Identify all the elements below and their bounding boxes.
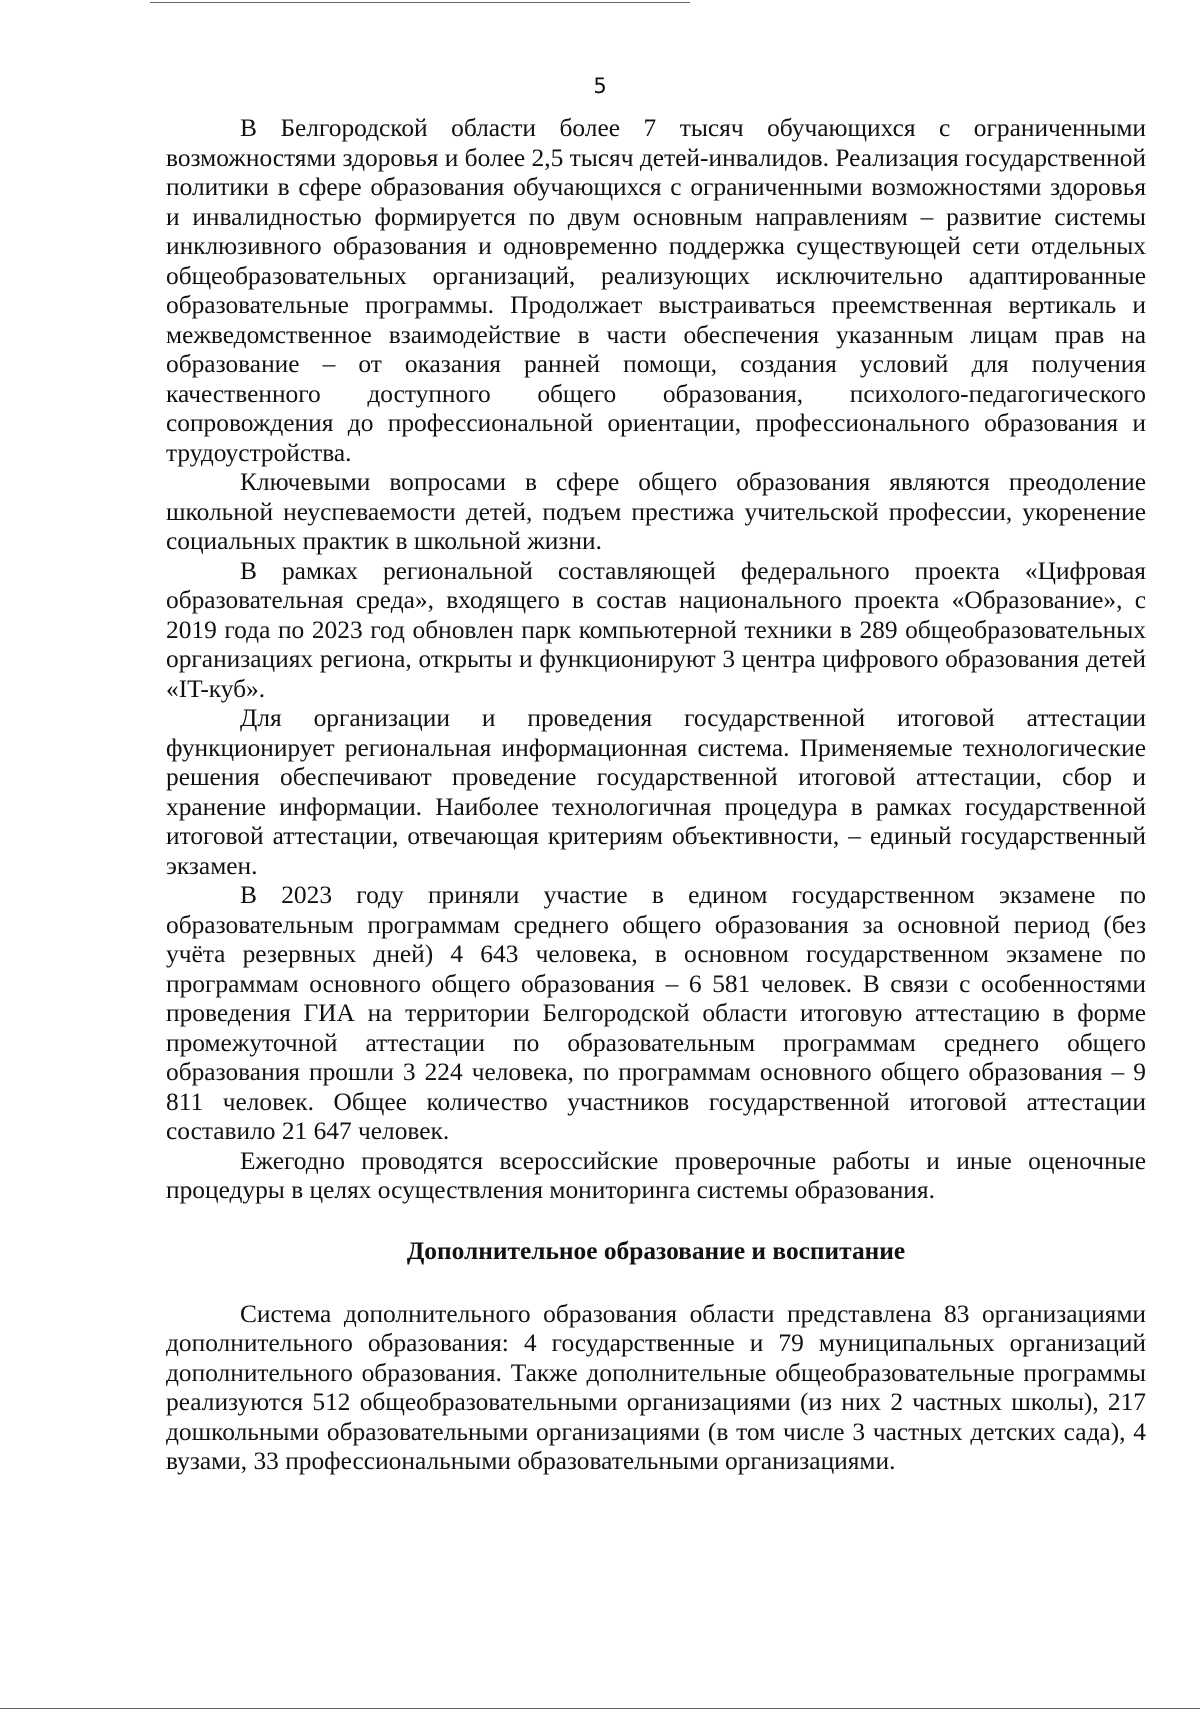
scan-edge-bottom [0,1708,1200,1709]
scan-edge-top [150,2,690,3]
paragraph-exam-participants: В 2023 году приняли участие в едином государственном экзамене по образовательным программам среднего общего образования за основной период (без учёта резервных дней) 4 643 человека, в основном государственном экзамене по программам основного общего образования – 6 581 человек. В связи с особенностями проведения ГИА на территории Белгородской области итоговую аттестацию в форме промежуточной аттестации по образовательным программам среднего общего образования прошли 3 224 человека, по программам основного общего образования – 9 811 человек. Общее количество участников государственной итоговой аттестации составило 21 647 человек. [166,881,1146,1145]
paragraph-final-attestation-system: Для организации и проведения государственной итоговой аттестации функционирует региональная информационная система. Применяемые технологические решения обеспечивают проведение государственной итоговой аттестации, сбор и хранение информации. Наиболее технологичная процедура в рамках государственной итоговой аттестации, отвечающая критериям объективности, – единый государственный экзамен. [166,704,1146,880]
section-heading: Дополнительное образование и воспитание [406,1236,906,1265]
page-number: 5 [593,74,607,98]
paragraph-inclusive-education: В Белгородской области более 7 тысяч обучающихся с ограниченными возможностями здоровья и более 2,5 тысяч детей-инвалидов. Реализация государственной политики в сфере образования обучающихся с ограниченными возможностями здоровья и инвалидностью формируется по двум основным направлениям – развитие системы инклюзивного образования и одновременно поддержка существующей сети отдельных общеобразовательных организаций, реализующих исключительно адаптированные образовательные программы. Продолжает выстраиваться преемственная вертикаль и межведомственное взаимодействие в части обеспечения указанным лицам прав на образование – от оказания ранней помощи, создания условий для получения качественного доступного общего образования, психолого-педагогического сопровождения до профессиональной ориентации, профессионального образования и трудоустройства. [166,114,1146,467]
paragraph-additional-education: Система дополнительного образования области представлена 83 организациями дополнительного образования: 4 государственные и 79 муниципальных организаций дополнительного образования. Также дополнительные общеобразовательные программы реализуются 512 общеобразовательными организациями (из них 2 частных школы), 217 дошкольными образовательными организациями (в том числе 3 частных детских сада), 4 вузами, 33 профессиональными образовательными организациями. [166,1299,1146,1475]
paragraph-digital-environment: В рамках региональной составляющей федерального проекта «Цифровая образовательная среда», входящего в состав национального проекта «Образование», с 2019 года по 2023 год обновлен парк компьютерной техники в 289 общеобразовательных организациях региона, открыты и функционируют 3 центра цифрового образования детей «IT-куб». [166,556,1146,703]
paragraph-monitoring: Ежегодно проводятся всероссийские проверочные работы и иные оценочные процедуры в целях осуществления мониторинга системы образования. [166,1146,1146,1204]
paragraph-key-issues: Ключевыми вопросами в сфере общего образования являются преодоление школьной неуспеваемости детей, подъем престижа учительской профессии, укоренение социальных практик в школьной жизни. [166,468,1146,555]
document-body [166,114,1146,1477]
